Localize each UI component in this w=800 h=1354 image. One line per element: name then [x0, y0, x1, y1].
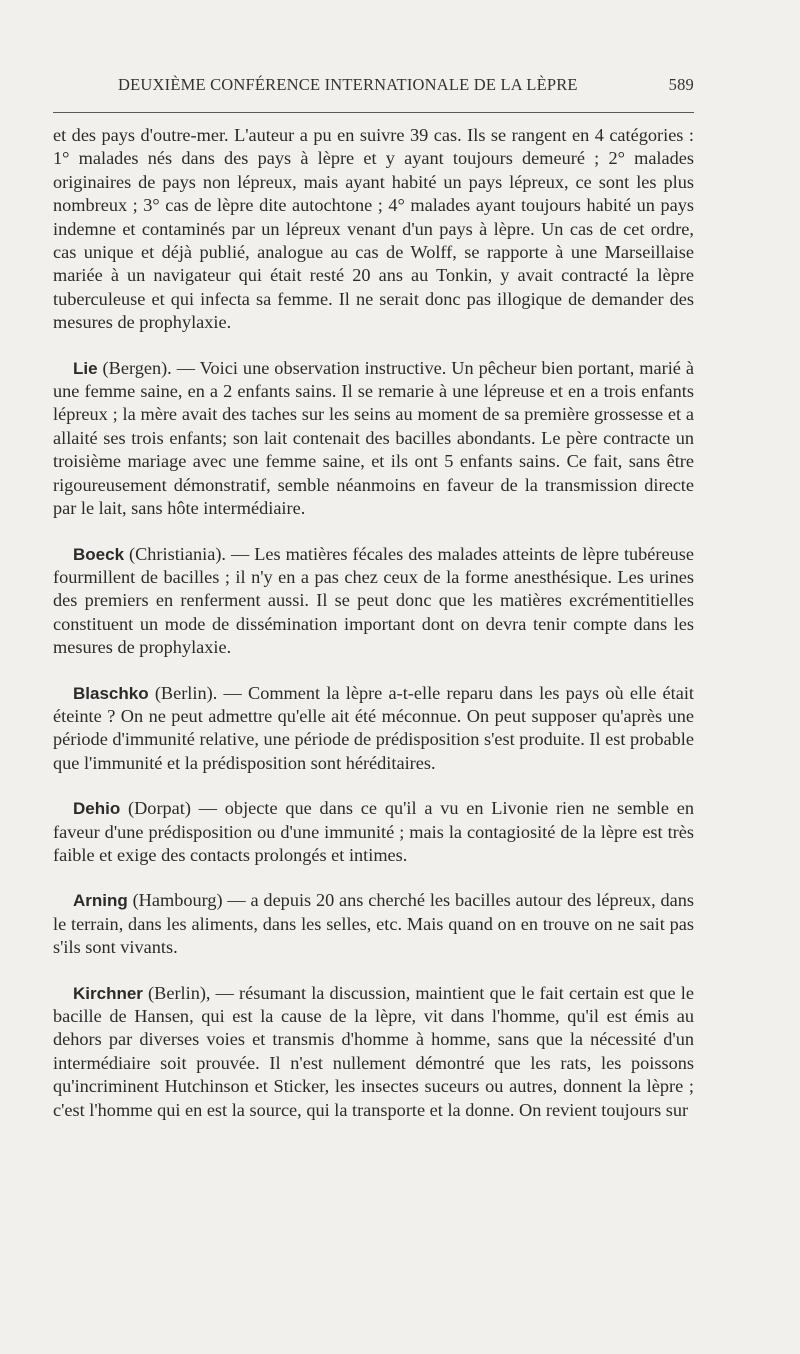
- body-text: [53, 124, 694, 1122]
- paragraph-text: (Christiania). — Les matières fécales des malades atteints de lèpre tubéreuse fourmillent de bacilles ; il n'y en a pas chez ceux de la forme anesthésique. Les urines des premiers en renferment aussi. Il se peut donc que les matières excrémentitielles constituent un mode de dissémination important dont on devra tenir compte dans les mesures de prophylaxie.: [53, 543, 694, 658]
- speaker-name: Kirchner: [73, 983, 143, 1003]
- speaker-name: Blaschko: [73, 683, 149, 703]
- paragraph-text: (Berlin). — Comment la lèpre a-t-elle reparu dans les pays où elle était éteinte ? On ne peut admettre qu'elle ait été méconnue. On peut supposer qu'après une période d'immunité relative, une période de prédisposition s'est produite. Il est probable que l'immunité et la prédisposition sont héréditaires.: [53, 682, 694, 773]
- speaker-name: Arning: [73, 891, 128, 911]
- running-title: DEUXIÈME CONFÉRENCE INTERNATIONALE DE LA LÈPRE: [118, 75, 578, 94]
- paragraph-boeck: [53, 543, 694, 660]
- paragraph-kirchner: [53, 982, 694, 1122]
- paragraph-dehio: [53, 797, 694, 867]
- header-rule: [53, 112, 694, 113]
- paragraph-continuation: [53, 124, 694, 335]
- paragraph-text: (Berlin), — résumant la discussion, maintient que le fait certain est que le bacille de Hansen, qui est la cause de la lèpre, vit dans l'homme, qu'il est émis au dehors par diverses voies et transmis d'homme à homme, sans que la nécessité d'un intermédiaire soit prouvée. Il n'est nullement démontré que les rats, les poissons qu'incriminent Hutchinson et Sticker, les insectes suceurs ou autres, donnent la lèpre ; c'est l'homme qui en est la source, qui la transporte et la donne. On revient toujours sur: [53, 982, 694, 1120]
- paragraph-blaschko: [53, 682, 694, 776]
- speaker-name: Dehio: [73, 799, 121, 819]
- paragraph-arning: [53, 889, 694, 959]
- paragraph-text: et des pays d'outre-mer. L'auteur a pu en suivre 39 cas. Ils se rangent en 4 catégories : 1° malades nés dans des pays à lèpre et y ayant toujours demeuré ; 2° malades originaires de pays non lépreux, mais ayant habité un pays lépreux, ce sont les plus nombreux ; 3° cas de lèpre dite autochtone ; 4° malades ayant toujours habité un pays indemne et contaminés par un lépreux venant d'un pays à lèpre. Un cas de cet ordre, cas unique et déjà publié, analogue au cas de Wolff, se rapporte à une Marseillaise mariée à un navigateur qui était resté 20 ans au Tonkin, y avait contracté la lèpre tuberculeuse et qui infecta sa femme. Il ne serait donc pas illogique de demander des mesures de prophylaxie.: [53, 125, 694, 333]
- paragraph-text: (Dorpat) — objecte que dans ce qu'il a vu en Livonie rien ne semble en faveur d'une prédisposition ou d'une immunité ; mais la contagiosité de la lèpre est très faible et exige des contacts prolongés et intimes.: [53, 798, 694, 865]
- paragraph-text: (Bergen). — Voici une observation instructive. Un pêcheur bien portant, marié à une femme saine, en a 2 enfants sains. Il se remarie à une lépreuse et en a trois enfants lépreux ; la mère avait des taches sur les seins au moment de sa première grossesse et a allaité ses trois enfants; son lait contenait des bacilles abondants. Le père contracte un troisième mariage avec une femme saine, et ils ont 5 enfants sains. Ce fait, sans être rigoureusement démonstratif, semble néanmoins en faveur de la transmission directe par le lait, sans hôte intermédiaire.: [53, 357, 694, 519]
- running-head: [118, 75, 694, 99]
- speaker-name: Boeck: [73, 544, 125, 564]
- speaker-name: Lie: [73, 358, 98, 378]
- page-number: 589: [668, 75, 694, 94]
- paragraph-lie: [53, 357, 694, 521]
- paragraph-text: (Hambourg) — a depuis 20 ans cherché les bacilles autour des lépreux, dans le terrain, dans les aliments, dans les selles, etc. Mais quand on en trouve on ne sait pas s'ils sont vivants.: [53, 890, 694, 958]
